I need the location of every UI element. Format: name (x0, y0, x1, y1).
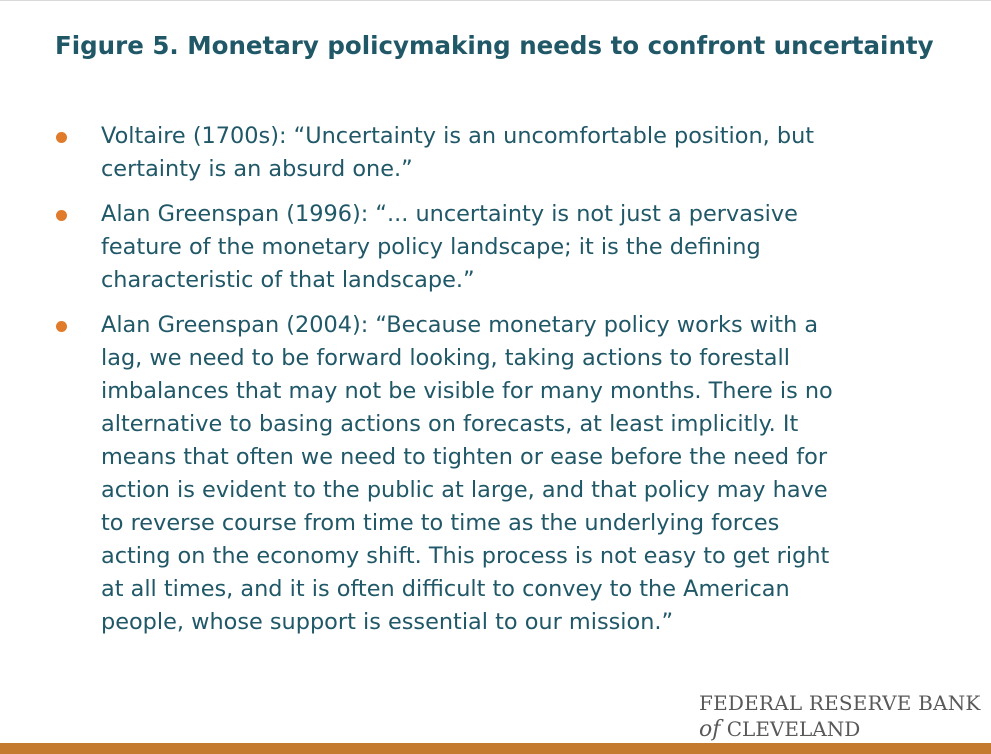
logo-line-1: FEDERAL RESERVE BANK (699, 691, 981, 715)
logo-of: of (699, 717, 721, 742)
quote-item-voltaire (0, 120, 991, 186)
federal-reserve-logo (699, 690, 979, 743)
logo-line-2 (699, 716, 979, 743)
bullet-dot-icon (56, 210, 67, 221)
slide-title: Figure 5. Monetary policymaking needs to confront uncertainty (55, 31, 934, 60)
logo-city: CLEVELAND (726, 717, 861, 741)
quote-text: Voltaire (1700s): “Uncertainty is an uncomfortable position, but certainty is an absurd one.” (101, 123, 815, 182)
quote-text: Alan Greenspan (1996): “... uncertainty is not just a pervasive feature of the monetary policy landscape; it is the defining characteristic of that landscape.” (101, 201, 798, 293)
quote-item-greenspan-2004 (0, 309, 991, 639)
quote-item-greenspan-1996 (0, 198, 991, 297)
quote-list (0, 120, 991, 651)
bullet-dot-icon (56, 321, 67, 332)
bullet-dot-icon (56, 132, 67, 143)
quote-text: Alan Greenspan (2004): “Because monetary policy works with a lag, we need to be forward looking, taking actions to forestall imbalances that may not be visible for many months. There is no alternative to basing actions on forecasts, at least implicitly. It means that often we need to tighten or ease before the need for action is evident to the public at large, and that policy may have to reverse course from time to time as the underlying forces acting on the economy shift. This process is not easy to get right at all times, and it is often difficult to convey to the American people, whose support is essential to our mission.” (101, 312, 833, 635)
footer-bar (0, 743, 991, 754)
